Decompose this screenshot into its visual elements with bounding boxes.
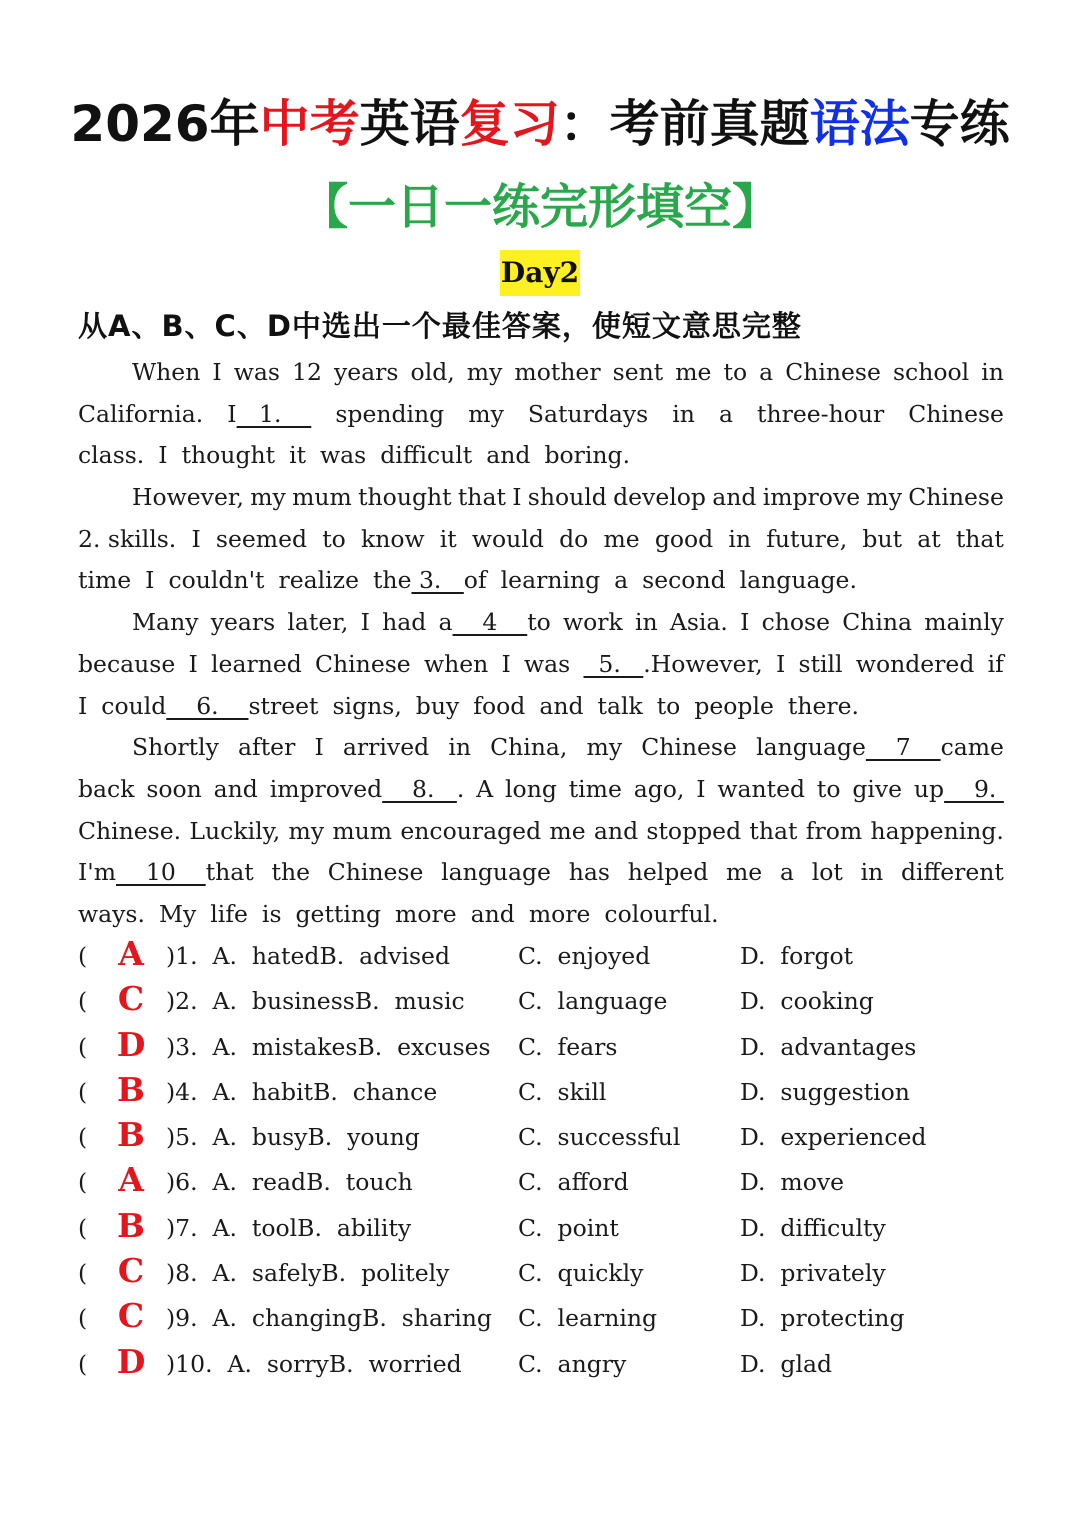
answer-letter: C xyxy=(117,1251,145,1291)
paren-open: ( xyxy=(78,1259,88,1288)
passage-word: mainly xyxy=(924,608,1004,637)
option-b: B. worried xyxy=(328,1349,462,1378)
option-c: C. enjoyed xyxy=(518,942,651,970)
blank-underline: 6. xyxy=(166,691,249,720)
paren-open: ( xyxy=(78,1077,88,1106)
passage-word: However, xyxy=(132,483,244,512)
answer-letter: B xyxy=(117,1069,145,1109)
passage-word: a xyxy=(718,399,733,428)
passage-word: Chinese xyxy=(908,399,1004,428)
blank-word: could 6. street xyxy=(101,691,319,720)
option-c: C. fears xyxy=(518,1032,618,1061)
passage-word: Many xyxy=(132,608,199,637)
passage-word: later, xyxy=(287,608,349,637)
option-c: C. angry xyxy=(518,1349,627,1378)
passage-word: me xyxy=(549,816,586,845)
passage-word: long xyxy=(505,774,557,803)
passage-line xyxy=(78,519,1004,561)
passage-line xyxy=(78,811,1004,853)
passage-word: ways. xyxy=(78,899,145,928)
option-d: D. advantages xyxy=(740,1032,917,1061)
answer-letter: C xyxy=(117,979,145,1019)
passage-word: and xyxy=(539,691,584,720)
passage-word: realize xyxy=(278,566,359,595)
passage-word: and xyxy=(213,774,258,803)
option-b: B. politely xyxy=(321,1259,450,1288)
passage-word: to xyxy=(656,691,681,720)
option-d: D. protecting xyxy=(740,1304,905,1333)
option-d: D. glad xyxy=(740,1349,833,1378)
passage-word: there. xyxy=(787,691,860,720)
passage-word: learning xyxy=(500,566,601,595)
option-d: D. difficulty xyxy=(740,1213,886,1242)
passage-word: Chinese xyxy=(908,483,1004,512)
question-row xyxy=(78,934,1018,979)
passage-word: lot xyxy=(811,858,843,887)
option-a: )10. A. sorryB. worried xyxy=(166,1349,462,1378)
passage-word: my xyxy=(250,483,286,512)
passage-word: Chinese xyxy=(327,858,424,887)
passage-word: colourful. xyxy=(604,899,719,928)
passage-word: I xyxy=(775,649,786,678)
question-row xyxy=(78,1342,1018,1387)
passage-word: I xyxy=(512,483,522,512)
option-c: C. afford xyxy=(518,1168,629,1197)
option-a: )9. A. changingB. sharing xyxy=(166,1304,492,1333)
passage-line xyxy=(78,894,1004,936)
answer-letter: C xyxy=(117,1296,145,1336)
passage-word: was xyxy=(524,649,571,678)
title-grammar: 语法 xyxy=(809,95,910,153)
blank-underline: 5. xyxy=(583,649,644,678)
passage-word: I xyxy=(696,774,706,803)
passage-word: time xyxy=(78,566,132,595)
option-d: D. forgot xyxy=(740,942,854,970)
passage-line xyxy=(78,394,1004,436)
option-c: C. language xyxy=(518,987,668,1016)
passage-word: Chinese xyxy=(785,358,881,386)
passage-word: I xyxy=(212,358,222,386)
option-c: C. successful xyxy=(518,1123,681,1152)
title-review: 复习 xyxy=(459,95,560,153)
passage-word: my xyxy=(466,358,503,386)
passage-word: was xyxy=(233,358,280,386)
passage-word: and xyxy=(593,816,639,845)
passage-word: more xyxy=(395,899,457,928)
passage-word: signs, xyxy=(332,691,402,720)
passage-word: Chinese xyxy=(315,649,411,678)
passage-word: buy xyxy=(415,691,460,720)
blank-underline: 8. xyxy=(382,774,457,803)
passage-word: from xyxy=(805,816,863,845)
passage-word: seemed xyxy=(215,524,308,553)
option-c: C. learning xyxy=(518,1304,658,1333)
passage-word: I xyxy=(191,524,201,553)
passage-word: and xyxy=(470,899,515,928)
passage-word: wondered xyxy=(855,649,975,678)
passage-word: my xyxy=(866,483,902,512)
passage-word: When xyxy=(132,358,201,386)
passage-word: school xyxy=(892,358,970,386)
paren-open: ( xyxy=(78,942,88,970)
passage-word: talk xyxy=(597,691,643,720)
option-d: D. move xyxy=(740,1168,845,1197)
passage-word: that xyxy=(749,816,798,845)
passage-word: because xyxy=(78,649,176,678)
passage-word: thought xyxy=(358,483,452,512)
passage-word: My xyxy=(158,899,197,928)
passage-line xyxy=(78,602,1004,644)
passage-word: work xyxy=(563,608,623,637)
passage-word: give xyxy=(852,774,903,803)
passage-word: still xyxy=(798,649,843,678)
title-english: 英语 xyxy=(359,95,460,153)
option-d: D. privately xyxy=(740,1259,886,1288)
passage-word: if xyxy=(987,649,1004,678)
passage-line xyxy=(78,769,1004,811)
paren-open: ( xyxy=(78,987,88,1016)
blank-underline: 7 xyxy=(865,733,941,762)
passage-word: good xyxy=(654,524,714,553)
passage-word: time xyxy=(568,774,622,803)
passage-word: language. xyxy=(739,566,857,595)
title-exam: ：考前真题 xyxy=(559,95,810,153)
passage-word: different xyxy=(900,858,1004,887)
blank-underline: 3. xyxy=(411,566,464,595)
passage-word: language xyxy=(441,858,551,887)
passage-word: to xyxy=(816,774,841,803)
option-a: )1. A. hatedB. advised xyxy=(166,942,450,970)
passage-word: thought xyxy=(181,441,276,470)
option-b: B. advised xyxy=(319,942,450,970)
passage-word: would xyxy=(471,524,544,553)
passage-word: and xyxy=(712,483,757,512)
option-c: C. point xyxy=(518,1213,619,1242)
blank-underline: 4 xyxy=(452,608,528,637)
passage-word: 12 xyxy=(292,358,322,386)
title-zhongkao: 中考 xyxy=(259,95,360,153)
option-a: )2. A. businessB. music xyxy=(166,987,465,1016)
passage-word: it xyxy=(289,441,307,470)
option-a: )6. A. readB. touch xyxy=(166,1168,413,1197)
cloze-passage xyxy=(78,352,1004,936)
passage-word: arrived xyxy=(342,733,430,762)
passage-word: is xyxy=(261,899,282,928)
answer-letter: D xyxy=(116,1024,146,1064)
passage-word: couldn't xyxy=(168,566,265,595)
passage-word: stopped xyxy=(646,816,742,845)
passage-word: soon xyxy=(146,774,202,803)
passage-word: was xyxy=(320,441,367,470)
passage-word: in xyxy=(634,608,658,637)
option-b: B. touch xyxy=(306,1168,413,1197)
paren-open: ( xyxy=(78,1032,88,1061)
question-row xyxy=(78,1160,1018,1205)
passage-word: learned xyxy=(211,649,302,678)
question-row xyxy=(78,1296,1018,1341)
passage-word: to xyxy=(723,358,748,386)
passage-word: ago, xyxy=(633,774,685,803)
option-b: B. young xyxy=(307,1123,420,1152)
passage-word: more xyxy=(528,899,591,928)
passage-word: years xyxy=(210,608,276,637)
blank-word: I'm 10 that xyxy=(78,858,254,887)
page-subtitle: 【一日一练完形填空】 xyxy=(299,179,780,235)
passage-word: A xyxy=(476,774,494,803)
passage-word: but xyxy=(862,524,903,553)
option-a: )7. A. toolB. ability xyxy=(166,1213,412,1242)
passage-word: boring. xyxy=(544,441,631,470)
passage-line xyxy=(78,477,1004,519)
option-c: C. quickly xyxy=(518,1259,644,1288)
passage-word: me xyxy=(726,858,763,887)
passage-word: that xyxy=(955,524,1004,553)
day-badge: Day2 xyxy=(500,250,580,296)
passage-word: in xyxy=(981,358,1004,386)
passage-word: back xyxy=(78,774,135,803)
paren-open: ( xyxy=(78,1349,88,1378)
passage-word: wanted xyxy=(717,774,806,803)
passage-word: a xyxy=(614,566,629,595)
passage-word: in xyxy=(448,733,471,762)
passage-word: I xyxy=(158,441,168,470)
passage-line xyxy=(78,727,1004,769)
question-row xyxy=(78,1025,1018,1070)
passage-word: in xyxy=(728,524,752,553)
blank-word: a 4 to xyxy=(438,608,551,637)
passage-word: getting xyxy=(295,899,382,928)
passage-word: that xyxy=(457,483,506,512)
passage-word: should xyxy=(527,483,607,512)
option-d: D. experienced xyxy=(740,1123,927,1152)
passage-word: I xyxy=(188,649,198,678)
passage-word: life xyxy=(210,899,248,928)
passage-word: my xyxy=(288,816,325,845)
question-row xyxy=(78,1070,1018,1115)
passage-word: Chinese xyxy=(641,733,737,762)
instruction-text: 从A、B、C、D中选出一个最佳答案，使短文意思完整 xyxy=(78,309,802,343)
passage-word: mother xyxy=(514,358,601,386)
answer-letter: B xyxy=(117,1115,145,1155)
answer-letter: D xyxy=(116,1341,146,1381)
passage-word: a xyxy=(759,358,774,386)
passage-word: it xyxy=(439,524,457,553)
passage-word: the xyxy=(271,858,310,887)
passage-line xyxy=(78,435,1004,477)
passage-word: do xyxy=(559,524,589,553)
passage-word: China xyxy=(842,608,912,637)
passage-line xyxy=(78,686,1004,728)
option-c: C. skill xyxy=(518,1077,607,1106)
question-row xyxy=(78,1115,1018,1160)
passage-word: Asia. xyxy=(669,608,728,637)
passage-word: old, xyxy=(410,358,455,386)
passage-line xyxy=(78,852,1004,894)
passage-line xyxy=(78,560,1004,602)
passage-word: know xyxy=(360,524,425,553)
passage-line xyxy=(78,352,1004,394)
passage-word: has xyxy=(568,858,610,887)
passage-word: second xyxy=(642,566,726,595)
passage-word: to xyxy=(322,524,346,553)
blank-word: up 9. xyxy=(913,774,1004,803)
passage-word: years xyxy=(333,358,399,386)
paren-open: ( xyxy=(78,1213,88,1242)
passage-word: me xyxy=(675,358,712,386)
title-year: 2026年 xyxy=(70,95,260,153)
passage-word: encouraged xyxy=(400,816,542,845)
passage-word: I xyxy=(314,733,324,762)
passage-word: difficult xyxy=(380,441,473,470)
question-row xyxy=(78,1206,1018,1251)
blank-word: the 3. of xyxy=(372,566,487,595)
question-row xyxy=(78,1251,1018,1296)
passage-line xyxy=(78,644,1004,686)
page-title xyxy=(0,84,1080,156)
passage-word: Luckily, xyxy=(189,816,281,845)
passage-word: my xyxy=(586,733,623,762)
option-a: )4. A. habitB. chance xyxy=(166,1077,438,1106)
passage-word: at xyxy=(917,524,941,553)
passage-word: my xyxy=(468,399,504,428)
blank-word: language 7 came xyxy=(756,733,1004,762)
passage-word: had xyxy=(382,608,427,637)
question-row xyxy=(78,979,1018,1024)
passage-word: future, xyxy=(766,524,848,553)
answer-letter: A xyxy=(118,934,144,973)
passage-word: I xyxy=(78,691,88,720)
blank-word: 5. .However, xyxy=(583,649,763,678)
option-a: )8. A. safelyB. politely xyxy=(166,1259,450,1288)
passage-word: I xyxy=(501,649,511,678)
passage-word: improve xyxy=(762,483,861,512)
answer-letter: A xyxy=(118,1160,144,1200)
option-d: D. cooking xyxy=(740,987,874,1016)
passage-word: Chinese. xyxy=(78,816,182,845)
passage-word: after xyxy=(238,733,296,762)
option-b: B. chance xyxy=(313,1077,438,1106)
passage-word: helped xyxy=(627,858,709,887)
passage-word: food xyxy=(473,691,526,720)
blank-underline: 1. xyxy=(236,399,312,428)
passage-word: a xyxy=(779,858,794,887)
passage-word: class. xyxy=(78,441,145,470)
blank-underline: 9. xyxy=(944,774,1004,803)
passage-word: in xyxy=(860,858,884,887)
passage-word: mum xyxy=(292,483,352,512)
blank-word: improved 8. . xyxy=(269,774,465,803)
blank-word: 2. skills. xyxy=(78,524,177,553)
passage-word: sent xyxy=(612,358,664,386)
passage-word: Shortly xyxy=(132,733,219,762)
paren-open: ( xyxy=(78,1304,88,1333)
passage-word: I xyxy=(145,566,155,595)
option-b: B. excuses xyxy=(357,1032,491,1061)
passage-word: me xyxy=(603,524,640,553)
passage-word: California. xyxy=(78,399,204,428)
passage-word: I xyxy=(740,608,750,637)
paren-open: ( xyxy=(78,1123,88,1152)
option-b: B. music xyxy=(354,987,465,1016)
passage-word: three-hour xyxy=(757,399,885,428)
question-list xyxy=(78,934,1018,1387)
paren-open: ( xyxy=(78,1168,88,1197)
passage-word: mum xyxy=(332,816,393,845)
passage-word: in xyxy=(672,399,695,428)
passage-word: I xyxy=(360,608,370,637)
passage-word: chose xyxy=(761,608,830,637)
option-a: )3. A. mistakesB. excuses xyxy=(166,1032,491,1061)
answer-letter: B xyxy=(117,1205,145,1245)
passage-word: spending xyxy=(335,399,445,428)
passage-word: happening. xyxy=(870,816,1004,845)
passage-word: people xyxy=(694,691,774,720)
passage-word: when xyxy=(423,649,489,678)
option-d: D. suggestion xyxy=(740,1077,910,1106)
passage-word: Saturdays xyxy=(527,399,649,428)
option-b: B. ability xyxy=(297,1213,412,1242)
passage-word: China, xyxy=(490,733,568,762)
blank-underline: 10 xyxy=(116,858,206,887)
blank-word: I 1. xyxy=(227,399,312,428)
passage-word: and xyxy=(486,441,531,470)
title-practice: 专练 xyxy=(909,95,1010,153)
option-a: )5. A. busyB. young xyxy=(166,1123,420,1152)
passage-word: develop xyxy=(613,483,706,512)
option-b: B. sharing xyxy=(362,1304,492,1333)
